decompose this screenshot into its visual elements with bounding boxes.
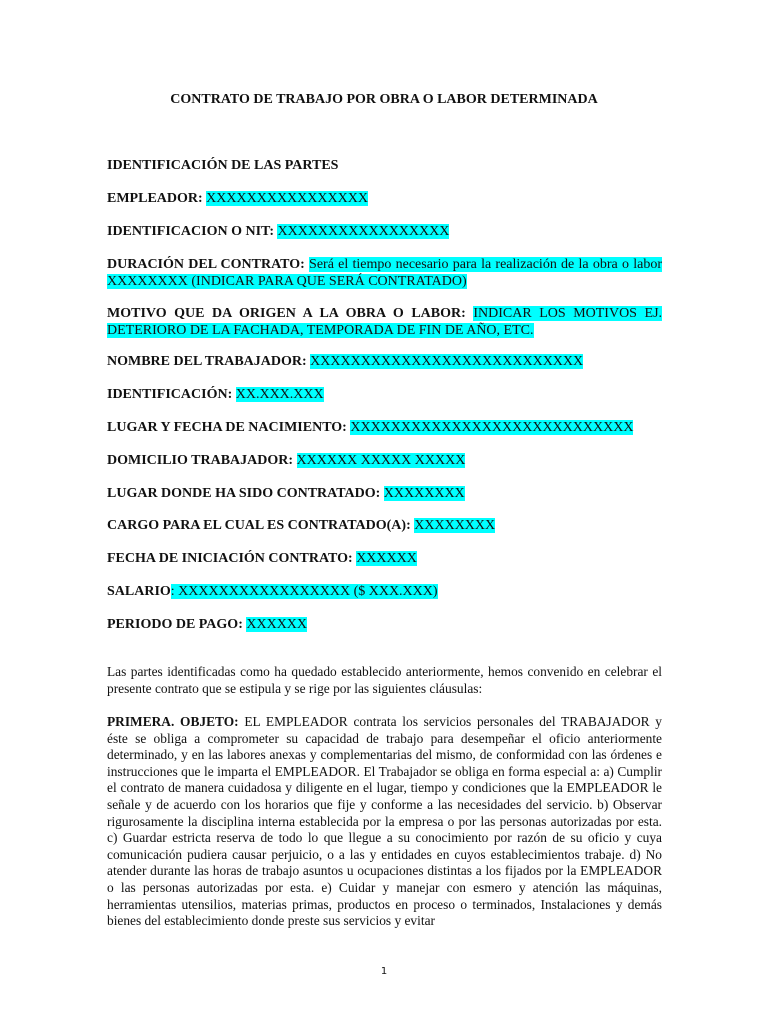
field-label: EMPLEADOR:: [107, 191, 203, 206]
field-label: DURACIÓN DEL CONTRATO:: [107, 257, 305, 272]
field-label: NOMBRE DEL TRABAJADOR:: [107, 354, 307, 369]
field-label: DOMICILIO TRABAJADOR:: [107, 453, 294, 468]
field-label: SALARIO: [107, 584, 171, 599]
field-salario: [107, 583, 662, 600]
field-value: XXXXXXXX: [383, 486, 465, 501]
field-value: XXXXXXXXXXXXXXXXXXXXXXXXXXX: [310, 354, 584, 369]
field-duracion: [107, 256, 662, 290]
field-label: IDENTIFICACION O NIT:: [107, 224, 274, 239]
field-label: FECHA DE INICIACIÓN CONTRATO:: [107, 551, 353, 566]
clause-primera: [107, 714, 662, 930]
field-value: XXXXXXXXXXXXXXXX: [206, 191, 368, 206]
field-domicilio: [107, 452, 662, 469]
section-heading: IDENTIFICACIÓN DE LAS PARTES: [107, 158, 339, 173]
field-value: INDICAR LOS MOTIVOS EJ.: [473, 306, 663, 321]
field-lugar-contratado: [107, 485, 662, 502]
field-value: XXXXXX: [356, 551, 417, 566]
field-value: XXXXXX: [246, 617, 308, 632]
field-label: IDENTIFICACIÓN:: [107, 387, 233, 402]
field-identificacion: [107, 386, 662, 403]
field-periodo: [107, 616, 662, 633]
field-empleador: [107, 190, 662, 207]
field-value: XXXXXX XXXXX XXXXX: [296, 453, 466, 468]
field-nit: [107, 223, 662, 240]
field-value-continued: DETERIORO DE LA FACHADA, TEMPORADA DE FIN DE AÑO, ETC.: [107, 323, 534, 338]
field-value-continued: XXXXXXXX (INDICAR PARA QUE SERÁ CONTRATADO): [107, 274, 467, 289]
field-value: XXXXXXXXXXXXXXXXXXXXXXXXXXXX: [350, 420, 634, 435]
field-cargo: [107, 517, 662, 534]
field-nombre: [107, 353, 662, 370]
field-label: PERIODO DE PAGO:: [107, 617, 243, 632]
field-label: MOTIVO QUE DA ORIGEN A LA OBRA O LABOR:: [107, 306, 466, 321]
field-label: LUGAR DONDE HA SIDO CONTRATADO:: [107, 486, 381, 501]
field-label: CARGO PARA EL CUAL ES CONTRATADO(A):: [107, 518, 411, 533]
document-title: CONTRATO DE TRABAJO POR OBRA O LABOR DETERMINADA: [170, 92, 598, 107]
field-nacimiento: [107, 419, 662, 436]
field-value: Será el tiempo necesario para la realización de la obra o labor: [309, 257, 663, 272]
field-value: XXXXXXXXXXXXXXXXX: [277, 224, 450, 239]
clause-text: EL EMPLEADOR contrata los servicios personales del TRABAJADOR y éste se obliga a comprometer su capacidad de trabajo para desempeñar el oficio anteriormente determinado, y en las labores anexas y complementarias del mismo, de conformidad con las órdenes e instrucciones que le imparta el EMPLEADOR. El Trabajador se obliga en forma especial a: a) Cumplir el contrato de manera cuidadosa y diligente en el lugar, tiempo y condiciones que la EMPLEADOR le señale y de acuerdo con los horarios que fije y conforme a las necesidades del servicio. b) Observar rigurosamente la disciplina interna establecida por la empresa o por las personas autorizadas por esta. c) Guardar estricta reserva de todo lo que llegue a su conocimiento por razón de su oficio y cuya comunicación pudiera causar perjuicio, o a las y entidades en cuyos establecimientos trabaje. d) No atender durante las horas de trabajo asuntos u ocupaciones distintas a los fijados por la EMPLEADOR o las personas autorizadas por esta. e) Cuidar y manejar con esmero y atención las máquinas, herramientas utensilios, materias primas, productos en proceso o terminados, Instalaciones y demás bienes del establecimiento donde preste sus servicios y evitar: [107, 714, 662, 929]
field-motivo: [107, 305, 662, 339]
field-fecha-inicio: [107, 550, 662, 567]
field-value: : XXXXXXXXXXXXXXXXX ($ XXX.XXX): [170, 584, 438, 599]
field-label: LUGAR Y FECHA DE NACIMIENTO:: [107, 420, 347, 435]
clause-heading: PRIMERA. OBJETO:: [107, 714, 239, 729]
intro-paragraph: Las partes identificadas como ha quedado establecido anteriormente, hemos convenido en celebrar el presente contrato que se estipula y se rige por las siguientes cláusulas:: [107, 664, 662, 696]
field-value: XXXXXXXX: [414, 518, 496, 533]
field-value: XX.XXX.XXX: [235, 387, 324, 402]
page-number: 1: [380, 966, 388, 977]
